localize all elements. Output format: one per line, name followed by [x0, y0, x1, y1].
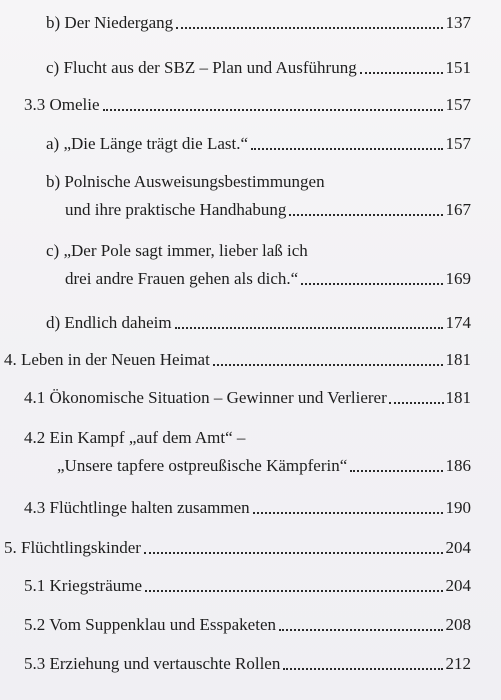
dot-leader — [253, 512, 443, 514]
toc-entry-title: 3.3 Omelie — [24, 95, 100, 114]
toc-entry — [46, 241, 471, 289]
dot-leader — [389, 402, 444, 404]
dot-leader — [283, 668, 442, 670]
toc-page-number: 204 — [445, 576, 471, 595]
toc-entry-title: und ihre praktische Handhabung — [65, 200, 287, 219]
toc-entry-title: b) Der Niedergang — [46, 13, 174, 32]
toc-page-number: 157 — [445, 95, 471, 114]
toc-entry-title-line1: c) „Der Pole sagt immer, lieber laß ich — [46, 241, 308, 260]
toc-entry-title: a) „Die Länge trägt die Last.“ — [46, 134, 249, 153]
toc-page-number: 137 — [445, 13, 471, 32]
toc-entry — [24, 388, 471, 408]
toc-page-number: 186 — [445, 456, 471, 475]
toc-entry-title: 5.1 Kriegsträume — [24, 576, 143, 595]
toc-entry-title: 4. Leben in der Neuen Heimat — [4, 350, 210, 369]
toc-page-number: 169 — [445, 269, 471, 288]
dot-leader — [301, 283, 442, 285]
toc-page-number: 204 — [445, 538, 471, 557]
dot-leader — [279, 629, 443, 631]
toc-entry — [24, 654, 471, 674]
toc-entry-title: 4.1 Ökonomische Situation – Gewinner und Verlierer — [24, 388, 387, 407]
toc-page-number: 167 — [445, 200, 471, 219]
dot-leader — [350, 470, 442, 472]
toc-entry — [24, 498, 471, 518]
toc-entry-title-line1: 4.2 Ein Kampf „auf dem Amt“ – — [24, 428, 246, 447]
dot-leader — [251, 148, 442, 150]
toc-entry — [24, 95, 471, 115]
toc-entry-title: 5.2 Vom Suppenklau und Esspaketen — [24, 615, 276, 634]
toc-entry — [24, 615, 471, 635]
toc-entry — [24, 576, 471, 596]
toc-page-number: 181 — [445, 350, 471, 369]
dot-leader — [360, 72, 443, 74]
toc-page-number: 174 — [445, 313, 471, 332]
dot-leader — [103, 109, 443, 111]
toc-page-number: 181 — [445, 388, 471, 407]
toc-entry-title: 5. Flüchtlingskinder — [4, 538, 141, 557]
toc-entry — [46, 58, 471, 78]
toc-entry-title: d) Endlich daheim — [46, 313, 172, 332]
dot-leader — [175, 327, 443, 329]
toc-entry — [46, 134, 471, 154]
toc-entry — [46, 313, 471, 333]
toc-page-number: 190 — [445, 498, 471, 517]
toc-page-number: 212 — [445, 654, 471, 673]
toc-entry — [24, 428, 471, 476]
toc-entry-title: 4.3 Flüchtlinge halten zusammen — [24, 498, 250, 517]
dot-leader — [144, 552, 443, 554]
toc-entry-title: drei andre Frauen gehen als dich.“ — [65, 269, 299, 288]
dot-leader — [289, 214, 442, 216]
dot-leader — [213, 364, 443, 366]
toc-entry-title: „Unsere tapfere ostpreußische Kämpferin“ — [57, 456, 348, 475]
dot-leader — [145, 590, 442, 592]
toc-entry-title: 5.3 Erziehung und vertauschte Rollen — [24, 654, 281, 673]
dot-leader — [176, 27, 442, 29]
toc-entry — [4, 350, 471, 370]
toc-entry-title: c) Flucht aus der SBZ – Plan und Ausführung — [46, 58, 357, 77]
toc-page-number: 208 — [445, 615, 471, 634]
toc-page-number: 157 — [445, 134, 471, 153]
toc-entry — [4, 538, 471, 558]
toc-entry-title-line1: b) Polnische Ausweisungsbestimmungen — [46, 172, 325, 191]
toc-entry — [46, 172, 471, 220]
toc-entry — [46, 13, 471, 33]
toc-page-number: 151 — [445, 58, 471, 77]
